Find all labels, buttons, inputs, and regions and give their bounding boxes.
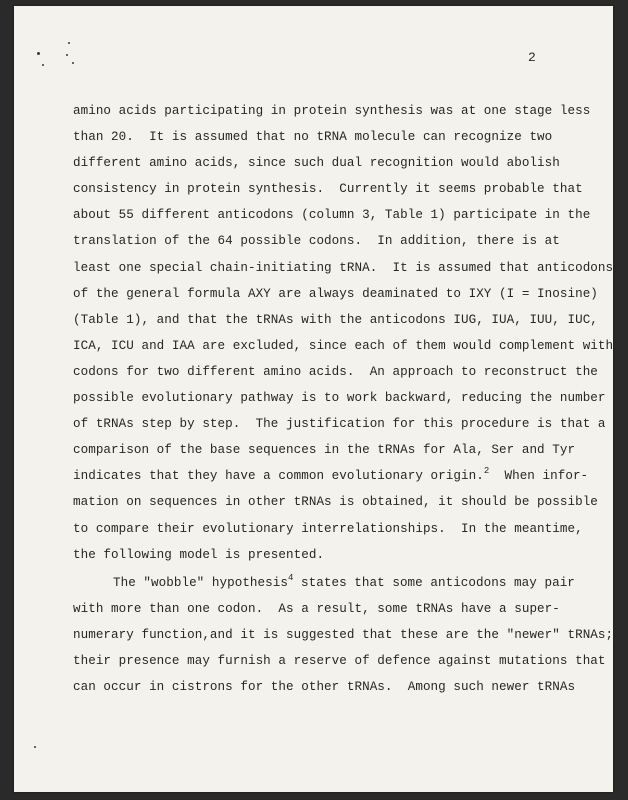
text-line: different amino acids, since such dual recognition would abolish [73,156,560,171]
text-line: least one special chain-initiating tRNA. It is assumed that anticodons [73,260,614,275]
text-segment: states that some anticodons may pair [293,575,575,590]
text-line: possible evolutionary pathway is to work backward, reducing the number [73,391,606,406]
text-line: of tRNAs step by step. The justification for this procedure is that a [73,417,606,432]
text-line: mation on sequences in other tRNAs is obtained, it should be possible [73,495,598,510]
text-segment: The "wobble" hypothesis [113,575,288,590]
text-line: to compare their evolutionary interrelationships. In the meantime, [73,521,583,536]
text-segment: When infor- [489,469,589,484]
text-line: of the general formula AXY are always deaminated to IXY (I = Inosine) [73,286,598,301]
page-number: 2 [528,50,536,65]
text-line: about 55 different anticodons (column 3, Table 1) participate in the [73,208,591,223]
text-line: translation of the 64 possible codons. In addition, there is at [73,234,560,249]
text-line: with more than one codon. As a result, some tRNAs have a super- [73,601,560,616]
text-segment: indicates that they have a common evolutionary origin. [73,469,484,484]
text-line: ICA, ICU and IAA are excluded, since each of them would complement with [73,338,614,353]
text-line: than 20. It is assumed that no tRNA molecule can recognize two [73,130,553,145]
footnote-ref: 2 [483,466,490,477]
page-speck [34,746,36,748]
page-speck [72,62,74,64]
text-line-with-footnote [73,463,589,489]
text-line: comparison of the base sequences in the tRNAs for Ala, Ser and Tyr [73,443,576,458]
text-line: can occur in cistrons for the other tRNAs. Among such newer tRNAs [73,680,576,695]
body-text [73,98,614,700]
page-speck [42,64,44,66]
text-line: amino acids participating in protein synthesis was at one stage less [73,104,591,118]
document-page [14,6,613,792]
page-speck [68,42,70,44]
text-line-with-footnote [73,570,583,596]
page-speck [37,52,40,55]
text-line: the following model is presented. [73,547,325,562]
text-line: consistency in protein synthesis. Currently it seems probable that [73,182,583,197]
text-line: their presence may furnish a reserve of defence against mutations that [73,653,606,668]
page-speck [66,54,68,56]
text-line: (Table 1), and that the tRNAs with the anticodons IUG, IUA, IUU, IUC, [73,312,598,327]
text-line: codons for two different amino acids. An approach to reconstruct the [73,364,598,379]
footnote-ref: 4 [287,572,294,583]
text-line: numerary function,and it is suggested that these are the "newer" tRNAs; [73,627,614,642]
